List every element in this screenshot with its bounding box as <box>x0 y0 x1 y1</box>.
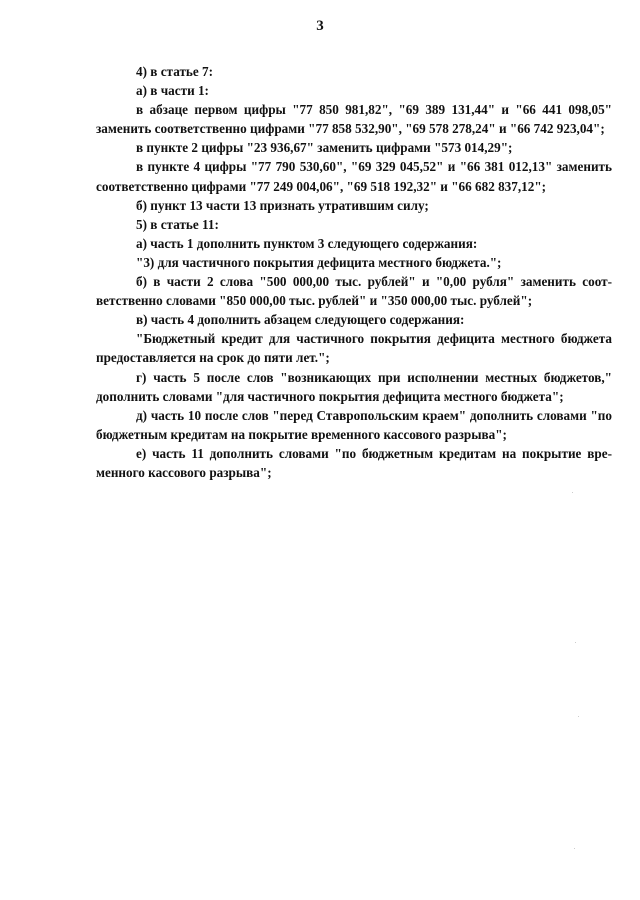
scan-speck <box>578 716 579 717</box>
page-number: 3 <box>316 18 324 34</box>
scan-speck <box>572 492 573 493</box>
paragraph-punkt-2: в пункте 2 цифры "23 936,67" заменить цифрами "573 014,29"; <box>136 140 513 156</box>
paragraph-part-1-add: а) часть 1 дополнить пунктом 3 следующего содержания: <box>136 235 478 251</box>
paragraph-part-10: д) часть 10 после слов "перед Ставропольским краем" дополнить словами "по бюджетным кредитам на покрытие временного кассового разрыва"; <box>96 407 612 442</box>
paragraph-quote-3: "3) для частичного покрытия дефицита местного бюджета."; <box>136 254 502 270</box>
paragraph-part-4: в) часть 4 дополнить абзацем следующего содержания: <box>136 312 465 328</box>
paragraph-part-11: е) часть 11 дополнить словами "по бюджетным кредитам на покрытие временного кассового разрыва"; <box>96 445 612 480</box>
scan-speck <box>575 642 576 643</box>
paragraph-quote-credit: "Бюджетный кредит для частичного покрытия дефицита местного бюджета предоставляется на срок до пяти лет."; <box>96 331 612 366</box>
paragraph-punkt-4: в пункте 4 цифры "77 790 530,60", "69 329 045,52" и "66 381 012,13" заменить соответственно цифрами "77 249 004,06", "69 518 192,32" и "66 682 837,12"; <box>96 159 612 194</box>
paragraph-article-7: 4) в статье 7: <box>136 64 214 79</box>
paragraph-part-5: г) часть 5 после слов "возникающих при исполнении местных бюджетов," дополнить словами "для частичного покрытия дефицита местного бюджета"; <box>96 369 612 404</box>
paragraph-part-1: а) в части 1: <box>136 83 209 99</box>
document-body <box>96 62 612 482</box>
paragraph-article-11: 5) в статье 11: <box>136 216 219 232</box>
paragraph-part-2: б) в части 2 слова "500 000,00 тыс. рублей" и "0,00 рубля" заменить соответственно словами "850 000,00 тыс. рублей" и "350 000,00 тыс. рублей"; <box>96 274 612 309</box>
paragraph-first-abzac: в абзаце первом цифры "77 850 981,82", "69 389 131,44" и "66 441 098,05" заменить соответственно цифрами "77 858 532,90", "69 578 278,24" и "66 742 923,04"; <box>96 102 612 137</box>
scan-speck <box>574 848 575 849</box>
paragraph-punkt-13: б) пункт 13 части 13 признать утратившим силу; <box>136 197 429 213</box>
